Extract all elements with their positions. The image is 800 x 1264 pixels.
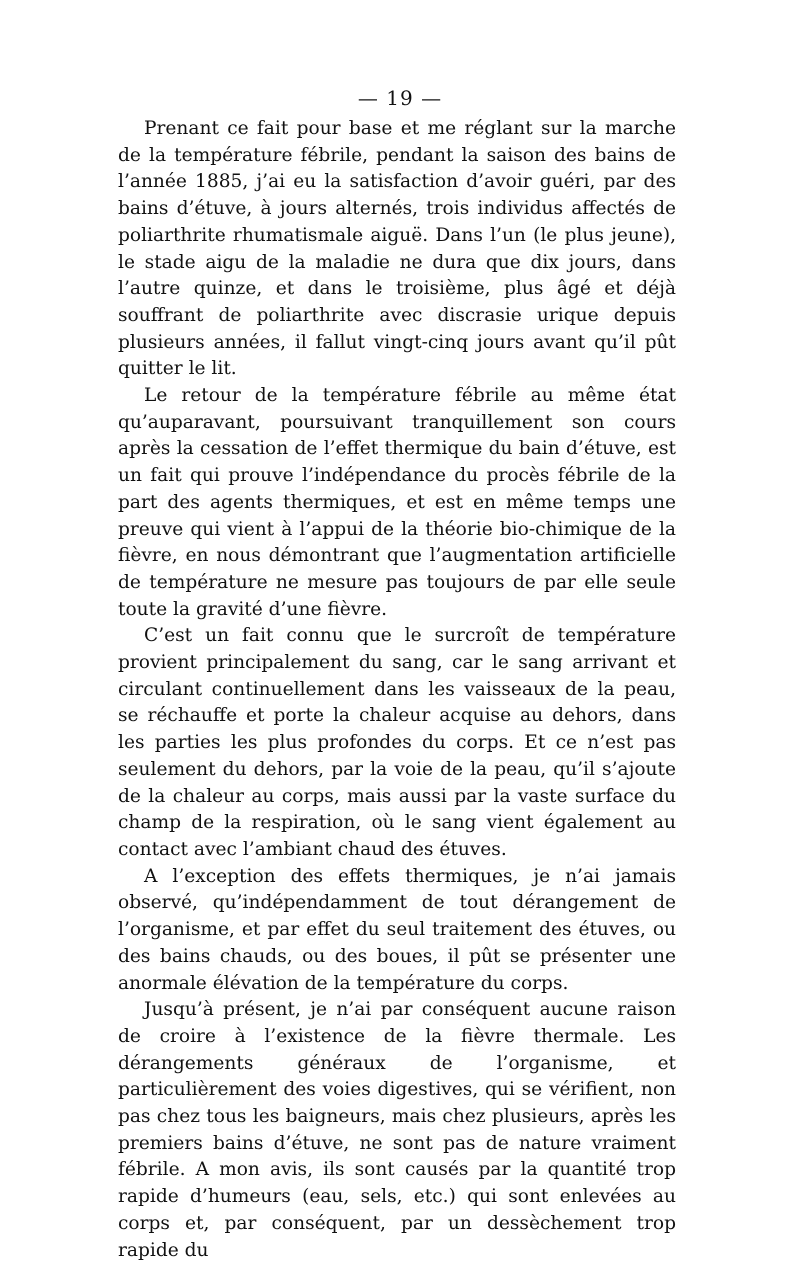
paragraph-5: Jusqu’à présent, je n’ai par conséquent aucune raison de croire à l’existence de la fièvre thermale. Les dérangements généraux de l’organisme, et particulièrement des voies digestives, qui se vérifient, non pas chez tous les baigneurs, mais chez plusieurs, après les premiers bains d’étuve, ne sont pas de nature vraiment fébrile. A mon avis, ils sont causés par la quantité trop rapide d’humeurs (eau, sels, etc.) qui sont enlevées au corps et, par conséquent, par un dessèchement trop rapide du bbox=[118, 999, 676, 1261]
body-text bbox=[118, 116, 676, 1264]
paragraph-2: Le retour de la température fébrile au même état qu’auparavant, poursuivant tranquillement son cours après la cessation de l’effet thermique du bain d’étuve, est un fait qui prouve l’indépendance du procès fébrile de la part des agents thermiques, et est en même temps une preuve qui vient à l’appui de la théorie bio-chimique de la fièvre, en nous démontrant que l’augmentation artificielle de température ne mesure pas toujours de par elle seule toute la gravité d’une fièvre. bbox=[118, 385, 676, 620]
page-number: — 19 — bbox=[357, 86, 443, 110]
paragraph-4: A l’exception des effets thermiques, je n’ai jamais observé, qu’indépendamment de tout dérangement de l’organisme, et par effet du seul traitement des étuves, ou des bains chauds, ou des boues, il pût se présenter une anormale élévation de la température du corps. bbox=[118, 865, 676, 994]
paragraph-3: C’est un fait connu que le surcroît de température provient principalement du sang, car le sang arrivant et circulant continuellement dans les vaisseaux de la peau, se réchauffe et porte la chaleur acquise au dehors, dans les parties les plus profondes du corps. Et ce n’est pas seulement du dehors, par la voie de la peau, qu’il s’ajoute de la chaleur au corps, mais aussi par la vaste surface du champ de la respiration, où le sang vient également au contact avec l’ambiant chaud des étuves. bbox=[118, 625, 676, 860]
paragraph-1: Prenant ce fait pour base et me réglant sur la marche de la température fébrile, pendant la saison des bains de l’année 1885, j’ai eu la satisfaction d’avoir guéri, par des bains d’étuve, à jours alternés, trois individus affectés de poliarthrite rhumatismale aiguë. Dans l’un (le plus jeune), le stade aigu de la maladie ne dura que dix jours, dans l’autre quinze, et dans le troisième, plus âgé et déjà souffrant de poliarthrite avec discrasie urique depuis plusieurs années, il fallut vingt-cinq jours avant qu’il pût quitter le lit. bbox=[118, 118, 676, 380]
